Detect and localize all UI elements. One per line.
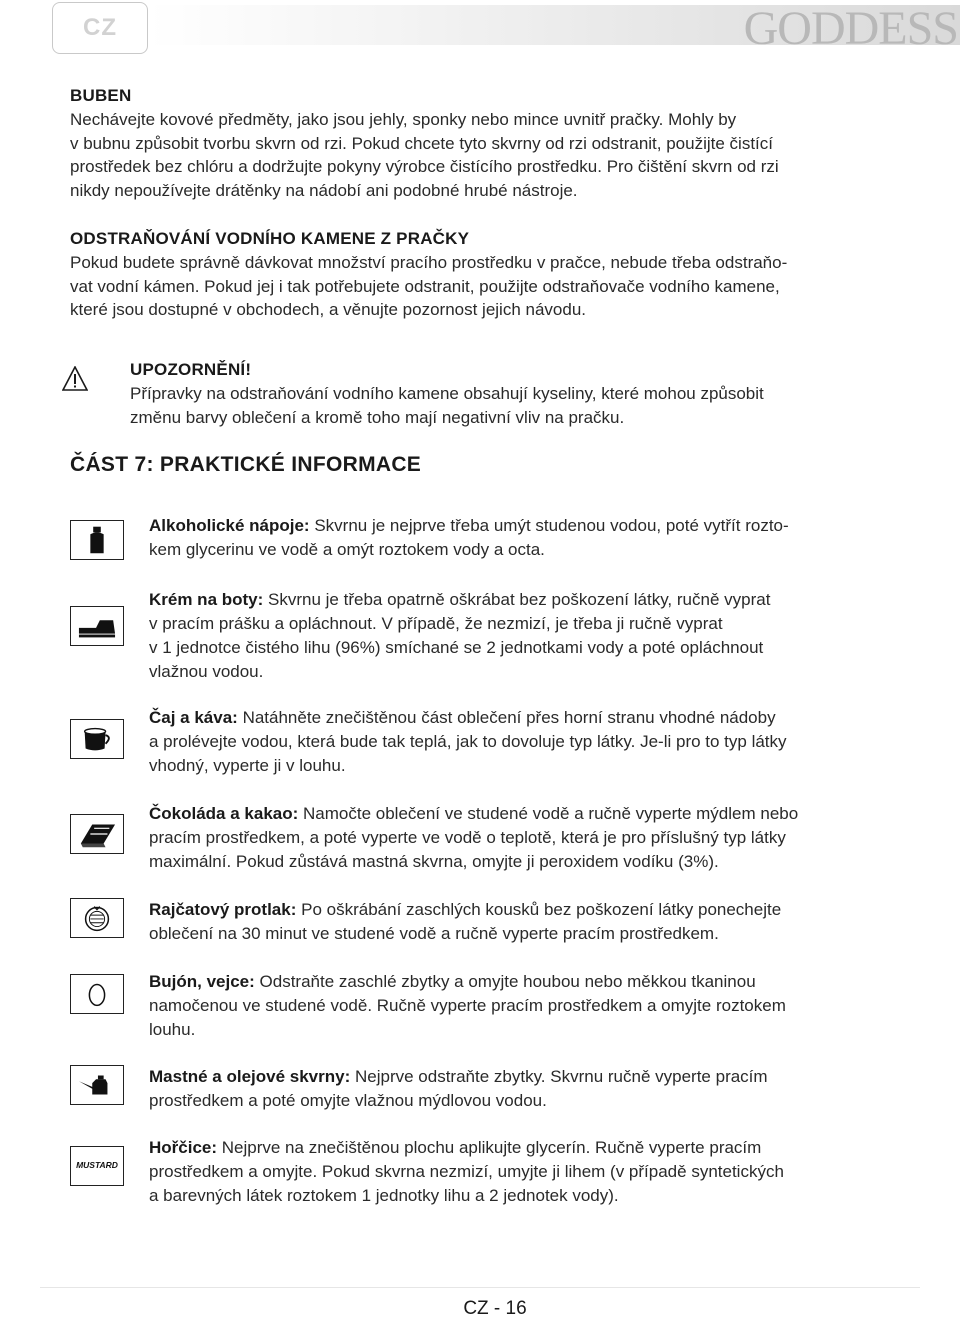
stain-text — [149, 514, 919, 562]
text-line: v pracím prášku a opláchnout. V případě, že nezmizí, je třeba ji ručně vyprat — [149, 614, 723, 633]
text-line: prostředkem a poté omyjte vlažnou mýdlovou vodou. — [149, 1091, 547, 1110]
stain-label: Mastné a olejové skvrny: — [149, 1067, 351, 1086]
stain-label: Krém na boty: — [149, 590, 264, 609]
text-line: oblečení na 30 minut ve studené vodě a ručně vyperte pracím prostředkem. — [149, 924, 719, 943]
warning-body — [130, 382, 900, 429]
text-line: Krém na boty: Skvrnu je třeba opatrně oškrábat bez poškození látky, ručně vyprat — [149, 590, 771, 609]
text-line: Přípravky na odstraňování vodního kamene obsahují kyseliny, které mohou způsobit — [130, 384, 764, 403]
text-line: Čokoláda a kakao: Namočte oblečení ve studené vodě a ručně vyperte mýdlem nebo — [149, 804, 799, 823]
text-line: Čaj a káva: Natáhněte znečištěnou část oblečení přes horní stranu vhodné nádoby — [149, 708, 776, 727]
text-line: kem glycerinu ve vodě a omýt roztokem vody a octa. — [149, 540, 545, 559]
text-line: maximální. Pokud zůstává mastná skvrna, omyjte ji peroxidem vodíku (3%). — [149, 852, 719, 871]
brand-logo: GODDESS — [743, 2, 958, 55]
tomato-icon — [70, 898, 124, 938]
stain-text — [149, 588, 919, 684]
egg-icon — [70, 974, 124, 1014]
footer-divider — [40, 1287, 920, 1288]
language-tab — [52, 2, 148, 54]
section-title: BUBEN — [70, 86, 132, 105]
stain-label: Rajčatový protlak: — [149, 900, 297, 919]
page-header — [0, 0, 960, 58]
warning-triangle-icon — [62, 366, 88, 392]
text-line: Rajčatový protlak: Po oškrábání zaschlých kousků bez poškození látky ponechejte — [149, 900, 782, 919]
stain-text — [149, 706, 919, 778]
part-title: ČÁST 7: PRAKTICKÉ INFORMACE — [70, 453, 422, 476]
text-line: změnu barvy oblečení a kromě toho mají negativní vliv na pračku. — [130, 407, 625, 427]
stain-text — [149, 802, 919, 874]
text-line: a barevných látek roztokem 1 jednotky lihu a 2 jednotek vody). — [149, 1186, 619, 1205]
text-line: Mastné a olejové skvrny: Nejprve odstraňte zbytky. Skvrnu ručně vyperte pracím — [149, 1067, 768, 1086]
text-line: vhodný, vyperte ji v louhu. — [149, 756, 346, 775]
text-line: Nechávejte kovové předměty, jako jsou jehly, sponky nebo mince uvnitř pračky. Mohly by — [70, 110, 737, 129]
text-line: vlažnou vodou. — [149, 662, 264, 681]
warning-title: UPOZORNĚNÍ! — [130, 360, 252, 379]
stain-label: Alkoholické nápoje: — [149, 516, 310, 535]
section-descaling — [70, 227, 900, 322]
stain-text — [149, 970, 919, 1042]
stain-text — [149, 898, 919, 946]
mustard-icon — [70, 1146, 124, 1186]
text-line: Bujón, vejce: Odstraňte zaschlé zbytky a omyjte houbou nebo měkkou tkaninou — [149, 972, 756, 991]
text-line: Pokud budete správně dávkovat množství pracího prostředku v pračce, nebude třeba odstraňo- — [70, 253, 788, 272]
stain-text — [149, 1065, 919, 1113]
bottle-icon — [70, 520, 124, 560]
text-line: Hořčice: Nejprve na znečištěnou plochu aplikujte glycerín. Ručně vyperte pracím — [149, 1138, 762, 1157]
text-line: vat vodní kámen. Pokud jej i tak potřebujete odstranit, použijte odstraňovače vodního kamene, — [70, 276, 780, 296]
stain-label: Čaj a káva: — [149, 708, 238, 727]
shoe-icon — [70, 606, 124, 646]
chocolate-icon — [70, 814, 124, 854]
page-number: CZ - 16 — [463, 1298, 527, 1319]
oil-can-icon — [70, 1065, 124, 1105]
section-drum — [70, 84, 900, 202]
stain-label: Bujón, vejce: — [149, 972, 255, 991]
section-body — [70, 108, 900, 202]
text-line: Alkoholické nápoje: Skvrnu je nejprve třeba umýt studenou vodou, poté vytřít rozto- — [149, 516, 789, 535]
section-body — [70, 251, 900, 322]
stain-text — [149, 1136, 919, 1208]
text-line: prostředkem a omyjte. Pokud skvrna nezmizí, umyjte ji lihem (v případě syntetických — [149, 1162, 784, 1181]
cup-icon — [70, 719, 124, 759]
text-line: nikdy nepoužívejte drátěnky na nádobí ani podobné hrubé nástroje. — [70, 180, 578, 200]
text-line: které jsou dostupné v obchodech, a věnujte pozornost jejich návodu. — [70, 300, 587, 319]
language-code: CZ — [83, 14, 117, 41]
text-line: pracím prostředkem, a poté vyperte ve vodě o teplotě, která je pro příslušný typ látky — [149, 828, 786, 847]
stain-label: Hořčice: — [149, 1138, 218, 1157]
text-line: namočenou ve studené vodě. Ručně vyperte pracím prostředkem a omyjte roztokem — [149, 996, 786, 1015]
text-line: a prolévejte vodou, která bude tak teplá, jak to dovoluje typ látky. Je-li pro to typ látky — [149, 732, 787, 751]
stain-label: Čokoláda a kakao: — [149, 804, 299, 823]
section-title: ODSTRAŇOVÁNÍ VODNÍHO KAMENE Z PRAČKY — [70, 229, 470, 248]
warning-text — [130, 358, 900, 429]
text-line: v 1 jednotce čistého lihu (96%) smíchané se 2 jednotkami vody a poté opláchnout — [149, 638, 764, 657]
text-line: louhu. — [149, 1020, 196, 1039]
text-line: prostředek bez chlóru a dodržujte pokyny výrobce čistícího prostředku. Pro čištění skvrn od rzi — [70, 157, 779, 176]
mustard-icon-label: MUSTARD — [76, 1160, 118, 1170]
text-line: v bubnu způsobit tvorbu skvrn od rzi. Pokud chcete tyto skvrny od rzi odstranit, použijte čistící — [70, 133, 773, 153]
